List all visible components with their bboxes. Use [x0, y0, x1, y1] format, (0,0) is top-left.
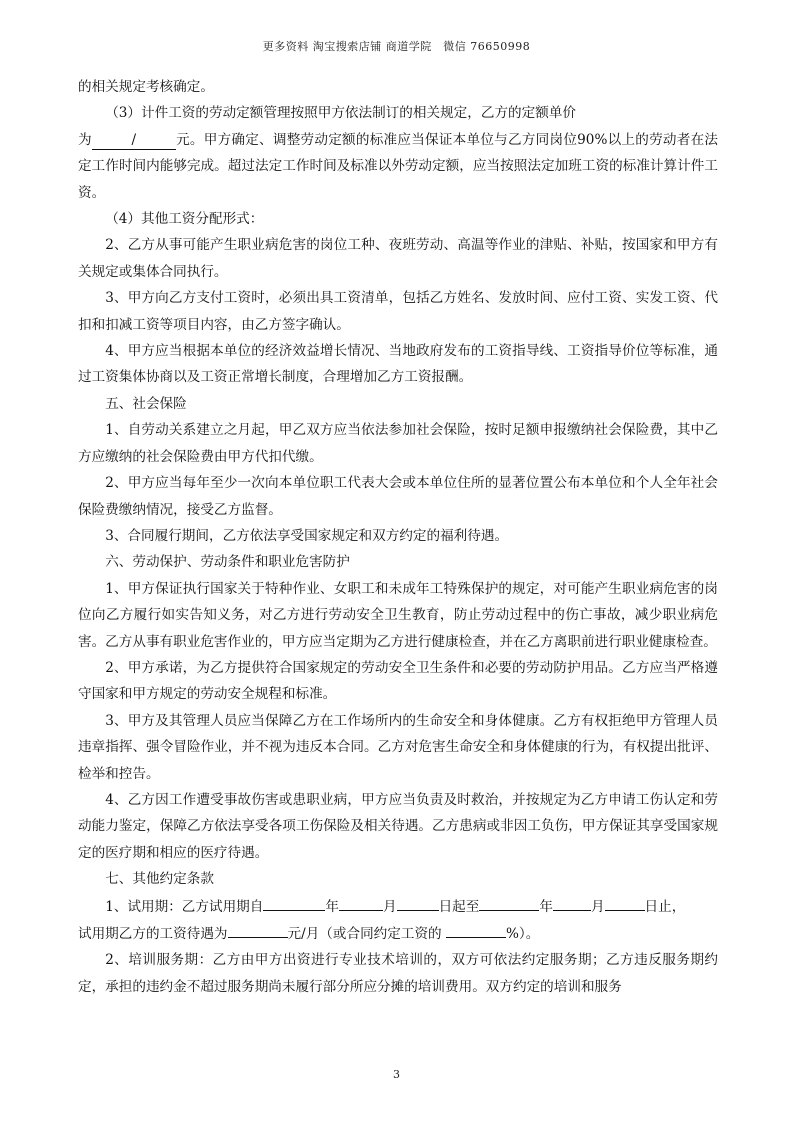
blank-salary — [228, 920, 288, 938]
paragraph-probation-cont — [78, 920, 718, 947]
document-body — [78, 74, 718, 1000]
blank-year-end — [479, 893, 539, 911]
probation-text: 试用期乙方的工资待遇为 — [78, 926, 228, 942]
page-header: 更多资料 淘宝搜索店铺 商道学院 微信 76650998 — [262, 40, 531, 53]
paragraph-text: 元。甲方确定、调整劳动定额的标准应当保证本单位与乙方同岗位90%以上的劳动者在法定工作时间内能够完成。超过法定工作时间及标准以外劳动定额，应当按照法定加班工资的标准计算计件工资。 — [78, 131, 719, 201]
paragraph: 3、甲方向乙方支付工资时，必须出具工资清单，包括乙方姓名、发放时间、应付工资、实发工资、代扣和扣减工资等项目内容，由乙方签字确认。 — [78, 290, 718, 333]
section-heading: 五、社会保险 — [105, 395, 187, 412]
paragraph: 3、合同履行期间，乙方依法享受国家规定和双方约定的福利待遇。 — [105, 527, 509, 544]
paragraph-text: 工资的劳动定额管理按照甲方依法制订的相关规定，乙方的定额单价 — [168, 105, 577, 122]
paragraph: 2、甲方承诺，为乙方提供符合国家规定的劳动安全卫生条件和必要的劳动防护用品。乙方应当严格遵守国家和甲方规定的劳动安全规程和标准。 — [78, 659, 718, 703]
paragraph: 4、乙方因工作遭受事故伤害或患职业病，甲方应当负责及时救治，并按规定为乙方申请工伤认定和劳动能力鉴定，保障乙方依法享受各项工伤保险及相关待遇。乙方患病或非因工负伤，甲方保证其享受国家规定的医疗期和相应的医疗待遇。 — [78, 791, 718, 861]
percent-text: %）。 — [505, 926, 540, 942]
paragraph: 2、甲方应当每年至少一次向本单位职工代表大会或本单位住所的显著位置公布本单位和个人全年社会保险费缴纳情况，接受乙方监督。 — [78, 475, 718, 518]
month-label: 月 — [590, 898, 605, 915]
month-label: 月 — [382, 898, 397, 915]
year-label: 年 — [539, 898, 553, 915]
paragraph: （4）其他工资分配形式： — [105, 211, 264, 228]
page-number: 3 — [393, 1068, 400, 1081]
paragraph: 的相关规定考核确定。 — [78, 79, 214, 95]
prefix-text: 为 — [78, 131, 92, 148]
blank-month-start — [339, 893, 383, 911]
paragraph-probation — [78, 893, 718, 920]
year-label: 年 — [325, 898, 339, 915]
paragraph: 1、自劳动关系建立之月起，甲乙双方应当依法参加社会保险，按时足额申报缴纳社会保险费，其中乙方应缴纳的社会保险费由甲方代扣代缴。 — [78, 422, 718, 465]
day-label: 日止， — [644, 898, 686, 915]
blank-day-start — [397, 893, 439, 911]
rate-blank: / — [92, 132, 176, 150]
probation-text: 1、试用期：乙方试用期自 — [105, 898, 264, 915]
blank-year-start — [263, 893, 325, 911]
paragraph: 2、培训服务期：乙方由甲方出资进行专业技术培训的，双方可依法约定服务期；乙方违反服务期约定，承担的违约金不超过服务期尚未履行部分所应分摊的培训费用。双方约定的培训和服务 — [78, 952, 718, 995]
paragraph: 4、甲方应当根据本单位的经济效益增长情况、当地政府发布的工资指导线、工资指导价位等标准，通过工资集体协商以及工资正常增长制度，合理增加乙方工资报酬。 — [78, 343, 718, 386]
blank-percent — [446, 920, 506, 938]
paragraph-piece-rate — [78, 100, 718, 126]
paragraph: 2、乙方从事可能产生职业病危害的岗位工种、夜班劳动、高温等作业的津贴、补贴，按国家和甲方有关规定或集体合同执行。 — [78, 237, 718, 280]
blank-month-end — [553, 893, 591, 911]
section-heading: 七、其他约定条款 — [105, 871, 214, 888]
paragraph-piece-rate-cont — [78, 127, 718, 206]
section-heading: 六、劳动保护、劳动条件和职业危害防护 — [105, 554, 350, 571]
blank-day-end — [605, 893, 645, 911]
unit-text: 元/月（或合同约定工资的 — [287, 926, 442, 942]
day-label: 日起至 — [438, 898, 480, 915]
paragraph: 1、甲方保证执行国家关于特种作业、女职工和未成年工特殊保护的规定，对可能产生职业病危害的岗位向乙方履行如实告知义务，对乙方进行劳动安全卫生教育，防止劳动过程中的伤亡事故，减少职业病危害。乙方从事有职业危害作业的，甲方应当定期为乙方进行健康检查，并在乙方离职前进行职业健康检查。 — [78, 580, 718, 650]
paragraph: 3、甲方及其管理人员应当保障乙方在工作场所内的生命安全和身体健康。乙方有权拒绝甲方管理人员违章指挥、强令冒险作业，并不视为违反本合同。乙方对危害生命安全和身体健康的行为，有权提出批评、检举和控告。 — [78, 712, 718, 782]
piece-rate-label: （3）计件 — [105, 105, 169, 122]
